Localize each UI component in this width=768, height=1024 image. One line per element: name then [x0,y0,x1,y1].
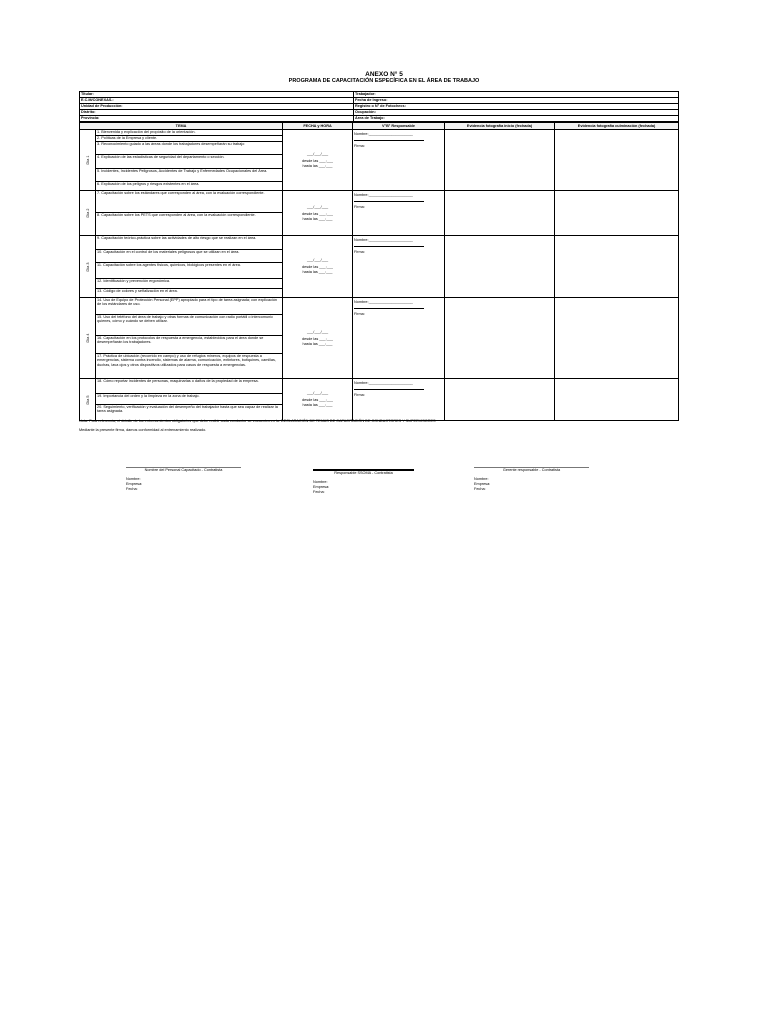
table-row [80,191,679,213]
header-field-left: Unidad de Producción: [80,104,354,110]
date-field-to: hasta las ___:___ [302,216,333,221]
date-field-from: desde las ___:___ [301,265,334,269]
signature-field: Empresa: [126,482,143,486]
responsible-signature: Firma: [354,143,365,148]
reference-note: Nota: Para referencia, el detalle de los entrenamientos obligatorios que debe recibir cada conductor se encuentra en la: DECLARACIÓN DE TEMAS DE CAPACITACIÓN DE CONDUCTORES Y SUPERVISORES [79,419,436,423]
header-field-right: Trabajador: [354,92,679,98]
topic-cell: 5. Incidentes, Incidentes Peligrosos, Accidentes de Trabajo y Enfermedades Ocupacionales del Área. [96,169,283,182]
topic-cell: 18. Cómo reportar incidentes de personas, maquinarias o daños de la propiedad de la empresa. [96,379,283,394]
responsible-name: Nombre:_____________________ [354,193,413,197]
signature-block-manager [474,467,589,492]
responsible-cell[interactable] [353,379,445,421]
header-field-left: E.C.M/CONEXAS.: [80,98,354,104]
topic-cell: 12. Identificación y prevención ergonómica. [96,279,283,289]
header-field-right: Fecha de Ingreso: [354,98,679,104]
topic-cell: 13. Código de colores y señalización en el área. [96,289,283,298]
date-field-from: desde las ___:___ [301,398,334,402]
evidence-photo-end-cell[interactable] [555,191,679,236]
date-field-date: ___/___/___ [306,258,329,262]
header-field-right: Ocupación: [354,110,679,116]
evidence-photo-end-cell[interactable] [555,130,679,191]
topic-cell: 6. Explicación de los peligros y riesgos existentes en el área. [96,182,283,191]
topic-cell: 2. Políticas de la Empresa y cliente. [96,136,283,142]
responsible-line [354,386,424,390]
header-field-right: Registro o N° de Fotochecs: [354,104,679,110]
evidence-photo-start-cell[interactable] [445,191,555,236]
col-header-photo-end: Evidencia fotografía culminación (fechada) [555,123,679,130]
responsible-name: Nombre:_____________________ [354,132,413,136]
signature-field: Nombre: [126,477,141,481]
signature-block-ssoma [313,469,414,495]
topic-cell: 19. Importancia del orden y la limpieza en la zona de trabajo. [96,394,283,405]
topic-cell: 14. Uso de Equipo de Protección Personal (EPP) apropiado para el tipo de tarea asignada; con explicación de los estándares de uso. [96,298,283,315]
program-title: PROGRAMA DE CAPACITACIÓN ESPECÍFICA EN EL ÁREA DE TRABAJO [288,78,480,84]
day-label-text: Día 2 [85,208,90,218]
table-row [80,379,679,394]
topic-cell: 11. Capacitación sobre los agentes físicos, químicos, biológicos presentes en el área. [96,263,283,279]
date-time-cell[interactable] [283,191,353,236]
responsible-line [354,198,424,202]
topic-cell: 7. Capacitación sobre los estándares que corresponden al área, con la evaluación correspondiente. [96,191,283,213]
topic-cell: 9. Capacitación teórico-práctica sobre las actividades de alto riesgo que se realizan en el área. [96,236,283,250]
date-field-date: ___/___/___ [306,329,329,334]
evidence-photo-end-cell[interactable] [555,379,679,421]
date-field-from: desde las ___:___ [301,211,334,216]
responsible-name: Nombre:_____________________ [354,381,413,385]
responsible-line [354,137,424,141]
day-label [80,130,96,191]
signature-caption: Gerente responsable - Contratista [502,468,561,472]
day-label-text: Día 3 [85,261,90,272]
signature-field: Nombre: [313,480,328,484]
header-field-left: Distrito: [80,110,354,116]
header-table [79,91,679,122]
col-header-photo-start: Evidencia fotografía inicio (fechada) [445,123,555,130]
table-row [80,298,679,315]
signature-field: Empresa: [474,482,491,486]
date-field-date: ___/___/___ [306,151,329,156]
responsible-line [354,243,424,247]
evidence-photo-end-cell[interactable] [555,236,679,298]
signature-field: Fecha: [474,487,486,491]
topic-cell: 16. Capacitación en los protocolos de respuesta a emergencia, establecidos para el área donde se desempeñarán los trabajadores. [96,336,283,354]
topic-cell: 15. Uso del teléfono del área de trabajo y otras formas de comunicación con radio portátil o intercomunic quienes, cómo y cuándo se deben utilizar. [96,315,283,336]
col-header-date: FECHA y HORA [283,123,353,130]
date-field-date: ___/___/___ [306,204,329,209]
day-label [80,191,96,236]
responsible-name: Nombre:_____________________ [354,238,413,242]
responsible-cell[interactable] [353,130,445,191]
topic-cell: 4. Explicación de las estadísticas de seguridad del departamento o sección. [96,155,283,169]
evidence-photo-end-cell[interactable] [555,298,679,379]
responsible-signature: Firma: [354,392,365,397]
col-header-responsible: V°B° Responsable [353,123,445,130]
date-field-to: hasta las ___:___ [302,270,333,274]
signature-block-trainee [126,467,241,492]
day-label-text: Día 5 [85,394,90,405]
date-time-cell[interactable] [283,130,353,191]
responsible-signature: Firma: [354,249,365,254]
date-field-from: desde las ___:___ [301,336,334,341]
day-label [80,379,96,421]
responsible-signature: Firma: [354,204,365,209]
evidence-photo-start-cell[interactable] [445,236,555,298]
table-row [80,236,679,250]
signature-caption: Nombre del Personal Capacitado - Contratista [144,468,223,472]
topic-cell: 10. Capacitación en el control de los materiales peligrosos que se utilizan en el área. [96,250,283,263]
conformity-statement: Mediante la presente firma, damos conformidad al entrenamiento realizado. [79,428,207,432]
responsible-cell[interactable] [353,191,445,236]
date-time-cell[interactable] [283,236,353,298]
col-header-topic: TEMA [80,123,283,130]
topic-cell: 8. Capacitación sobre los PETS que corresponden al área, con la evaluación correspondiente. [96,213,283,236]
day-label [80,236,96,298]
annex-title: ANEXO N° 5 [365,71,403,78]
topic-cell: 20. Seguimiento, verificación y evaluación del desempeño del trabajador hasta que sea capaz de realizar la tarea asignada. [96,405,283,421]
date-field-to: hasta las ___:___ [302,341,333,346]
responsible-cell[interactable] [353,298,445,379]
date-field-to: hasta las ___:___ [302,163,333,168]
responsible-cell[interactable] [353,236,445,298]
date-field-to: hasta las ___:___ [302,403,333,407]
header-field-left: Titular: [80,92,354,98]
header-row [80,116,679,122]
responsible-line [354,305,424,309]
evidence-photo-start-cell[interactable] [445,130,555,191]
day-label-text: Día 1 [85,155,90,165]
responsible-signature: Firma: [354,311,365,316]
signature-field: Empresa: [313,485,330,489]
header-field-left: Provincia: [80,116,354,122]
header-field-right: Área de Trabajo: [354,116,679,122]
evidence-photo-start-cell[interactable] [445,298,555,379]
table-header-row [80,123,679,130]
topic-cell: 17. Práctica de ubicación (recorrido en campo) y uso de refugios mineros, equipos de respuesta a emergencias, sistema contra incendio, sistemas de alarma, comunicación, extintores, botiquines, camillas, duchas, lava ojos y otros dispositivos utilizados para casos de respuesta a emergencias. [96,354,283,379]
day-label [80,298,96,379]
date-field-from: desde las ___:___ [301,158,334,163]
day-label-text: Día 4 [85,333,90,343]
date-time-cell[interactable] [283,379,353,421]
responsible-name: Nombre:_____________________ [354,300,413,304]
topic-cell: 3. Reconocimiento guiado a las áreas donde los trabajadores desempeñarán su trabajo [96,142,283,155]
signature-field: Nombre: [474,477,489,481]
topic-cell: 1. Bienvenida y explicación del propósito de la orientación. [96,130,283,136]
training-table [79,122,679,421]
evidence-photo-start-cell[interactable] [445,379,555,421]
signature-caption: Responsable SSOMA - Contratista [334,471,393,475]
signature-field: Fecha: [126,487,138,491]
date-field-date: ___/___/___ [306,391,329,395]
date-time-cell[interactable] [283,298,353,379]
signature-field: Fecha: [313,490,325,494]
